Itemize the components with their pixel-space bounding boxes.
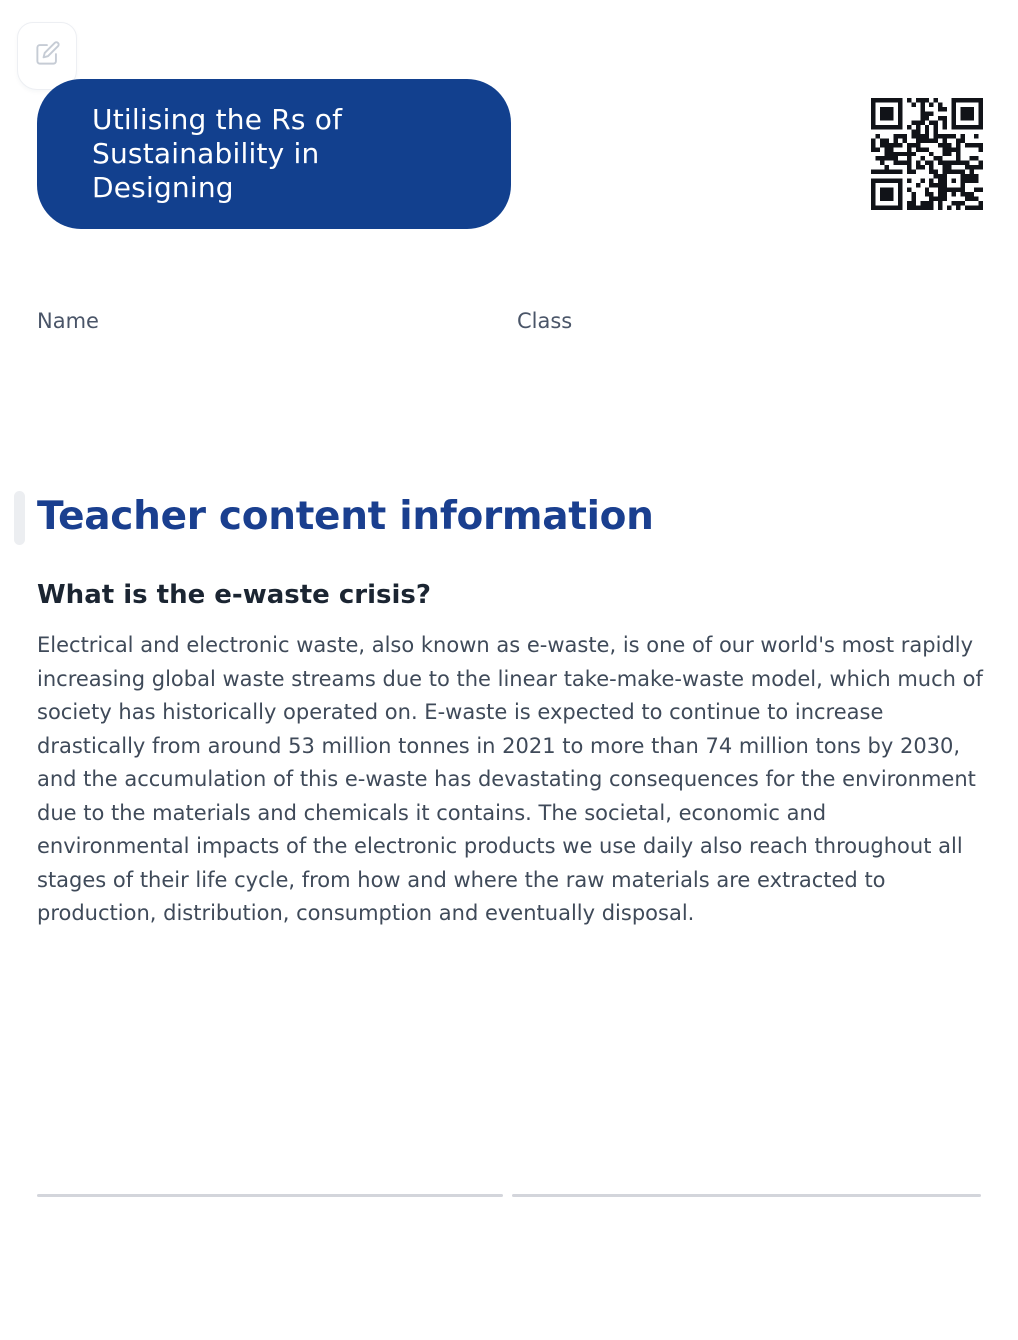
class-label: Class: [517, 309, 573, 333]
name-label: Name: [37, 309, 99, 333]
write-in-line: [512, 1194, 981, 1197]
write-in-line: [37, 1194, 503, 1197]
qr-code: [871, 98, 983, 210]
section-heading: Teacher content information: [37, 494, 654, 539]
body-paragraph: Electrical and electronic waste, also known as e-waste, is one of our world's most rapidly increasing global waste streams due to the linear take-make-waste model, which much of society has historically operated on. E-waste is expected to continue to increase drastically from around 53 million tonnes in 2021 to more than 74 million tons by 2030, and the accumulation of this e-waste has devastating consequences for the environment due to the materials and chemicals it contains. The societal, economic and environmental impacts of the electronic products we use daily also reach throughout all stages of their life cycle, from how and where the raw materials are extracted to production, distribution, consumption and eventually disposal.: [37, 633, 983, 925]
subheading: What is the e-waste crisis?: [37, 580, 431, 610]
worksheet-title-banner: [37, 79, 511, 229]
section-accent-bar: [14, 491, 25, 545]
worksheet-title: Utilising the Rs of Sustainability in Designing: [92, 103, 343, 204]
